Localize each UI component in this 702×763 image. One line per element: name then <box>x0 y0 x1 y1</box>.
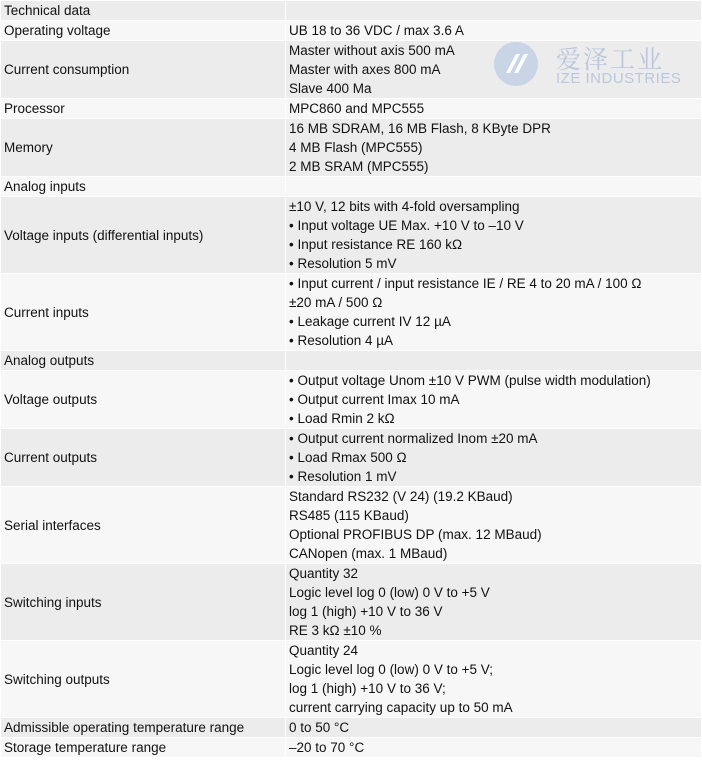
value-line: –20 to 70 °C <box>289 740 365 755</box>
table-row <box>1 371 702 429</box>
row-value <box>286 119 702 177</box>
value-line: • Output current normalized Inom ±20 mA <box>289 431 538 446</box>
table-row <box>1 274 702 351</box>
value-line: 16 MB SDRAM, 16 MB Flash, 8 KByte DPR <box>289 121 551 136</box>
table-row <box>1 564 702 641</box>
value-line: ±20 mA / 500 Ω <box>289 295 383 310</box>
watermark-en: IZE INDUSTRIES <box>556 70 682 87</box>
table-row <box>1 487 702 564</box>
table-row <box>1 351 702 371</box>
table-row <box>1 177 702 197</box>
row-label: Voltage inputs (differential inputs) <box>1 197 286 274</box>
row-label: Analog outputs <box>1 351 286 371</box>
value-line: RS485 (115 KBaud) <box>289 508 409 523</box>
row-label: Storage temperature range <box>1 738 286 758</box>
row-label: Admissible operating temperature range <box>1 718 286 738</box>
row-value <box>286 487 702 564</box>
value-line: Master without axis 500 mA <box>289 43 455 58</box>
row-label: Voltage outputs <box>1 371 286 429</box>
row-label: Current consumption <box>1 41 286 99</box>
row-label: Analog inputs <box>1 177 286 197</box>
watermark-logo <box>492 38 692 94</box>
ize-logo-icon <box>492 40 540 88</box>
value-line: Quantity 32 <box>289 566 359 581</box>
value-line: 2 MB SRAM (MPC555) <box>289 159 429 174</box>
table-row <box>1 99 702 119</box>
value-line: • Input current / input resistance IE / RE 4 to 20 mA / 100 Ω <box>289 276 642 291</box>
row-label: Serial interfaces <box>1 487 286 564</box>
value-line: • Output current Imax 10 mA <box>289 392 460 407</box>
row-value <box>286 738 702 758</box>
value-line: 0 to 50 °C <box>289 720 350 735</box>
technical-data-body <box>1 1 702 758</box>
value-line: • Input resistance RE 160 kΩ <box>289 237 463 252</box>
row-label: Processor <box>1 99 286 119</box>
value-line: MPC860 and MPC555 <box>289 101 425 116</box>
table-row <box>1 641 702 718</box>
row-value <box>286 371 702 429</box>
table-row <box>1 738 702 758</box>
value-line: 4 MB Flash (MPC555) <box>289 140 423 155</box>
row-value <box>286 99 702 119</box>
row-value <box>286 274 702 351</box>
value-line: • Input voltage UE Max. +10 V to –10 V <box>289 218 524 233</box>
value-line: • Load Rmax 500 Ω <box>289 450 407 465</box>
value-line: RE 3 kΩ ±10 % <box>289 623 382 638</box>
row-value <box>286 641 702 718</box>
value-line: Master with axes 800 mA <box>289 62 441 77</box>
value-line: Standard RS232 (V 24) (19.2 KBaud) <box>289 489 513 504</box>
table-row <box>1 1 702 21</box>
row-label: Current inputs <box>1 274 286 351</box>
row-value <box>286 1 702 21</box>
table-row <box>1 718 702 738</box>
value-line: CANopen (max. 1 MBaud) <box>289 546 448 561</box>
row-value <box>286 351 702 371</box>
watermark-cn: 爱泽工业 <box>556 45 665 74</box>
value-line: Slave 400 Ma <box>289 81 372 96</box>
value-line: current carrying capacity up to 50 mA <box>289 700 513 715</box>
row-label: Switching inputs <box>1 564 286 641</box>
value-line: UB 18 to 36 VDC / max 3.6 A <box>289 23 464 38</box>
table-row <box>1 429 702 487</box>
table-row <box>1 197 702 274</box>
value-line: • Load Rmin 2 kΩ <box>289 411 395 426</box>
table-row <box>1 119 702 177</box>
row-label: Operating voltage <box>1 21 286 41</box>
row-value <box>286 429 702 487</box>
value-line: log 1 (high) +10 V to 36 V; <box>289 681 446 696</box>
value-line: Quantity 24 <box>289 643 359 658</box>
row-value <box>286 564 702 641</box>
row-value <box>286 197 702 274</box>
value-line: • Resolution 4 µA <box>289 333 394 348</box>
value-line: Logic level log 0 (low) 0 V to +5 V; <box>289 662 493 677</box>
row-value <box>286 718 702 738</box>
value-line: log 1 (high) +10 V to 36 V <box>289 604 443 619</box>
value-line: • Leakage current IV 12 µA <box>289 314 451 329</box>
value-line: ±10 V, 12 bits with 4-fold oversampling <box>289 199 520 214</box>
value-line: • Output voltage Unom ±10 V PWM (pulse width modulation) <box>289 373 651 388</box>
row-label: Memory <box>1 119 286 177</box>
row-label: Current outputs <box>1 429 286 487</box>
row-label: Technical data <box>1 1 286 21</box>
value-line: Logic level log 0 (low) 0 V to +5 V <box>289 585 490 600</box>
value-line: • Resolution 1 mV <box>289 469 397 484</box>
value-line: Optional PROFIBUS DP (max. 12 MBaud) <box>289 527 542 542</box>
row-value <box>286 177 702 197</box>
row-label: Switching outputs <box>1 641 286 718</box>
value-line: • Resolution 5 mV <box>289 256 397 271</box>
